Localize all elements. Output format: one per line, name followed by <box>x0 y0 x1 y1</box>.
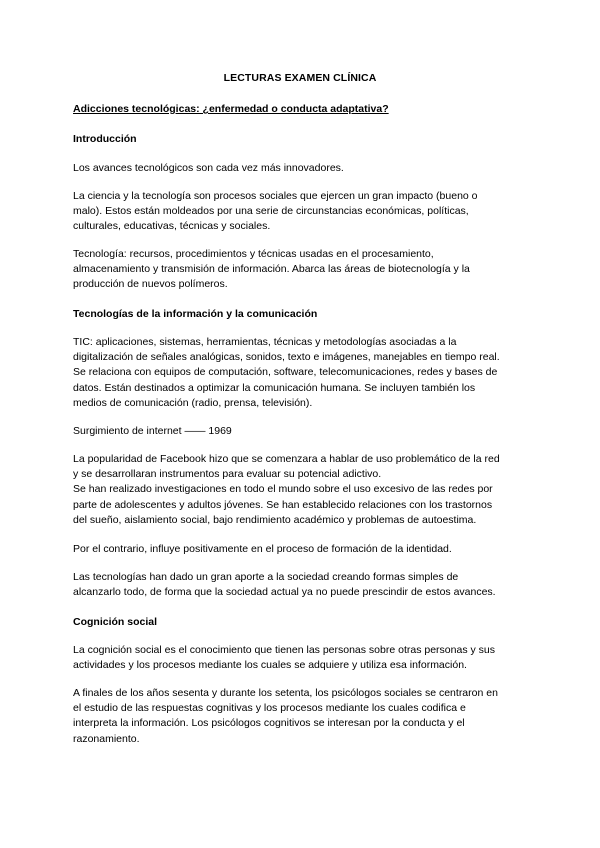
text-line: datos. Están destinados a optimizar la comunicación humana. Se incluyen también los <box>73 381 476 394</box>
paragraph <box>73 570 533 600</box>
text-line: Las tecnologías han dado un gran aporte a la sociedad creando formas simples de <box>73 571 459 583</box>
paragraph <box>73 335 533 411</box>
text-line: almacenamiento y transmisión de información. Abarca las áreas de biotecnología y la <box>73 263 470 276</box>
text-line: digitalización de señales analógicas, sonidos, texto e imágenes, manejables en tiempo real. <box>73 351 500 364</box>
text-line: Por el contrario, influye positivamente en el proceso de formación de la identidad. <box>73 543 452 555</box>
text-line: parte de adolescentes y adultos jóvenes. Se han establecido relaciones con los trastornos <box>73 498 493 511</box>
paragraph <box>73 189 533 235</box>
paragraph <box>73 161 533 176</box>
text-line: Tecnología: recursos, procedimientos y técnicas usadas en el procesamiento, <box>73 248 434 260</box>
text-line: interpreta la información. Los psicólogos cognitivos se interesan por la conducta y el <box>73 717 465 730</box>
paragraph <box>73 247 533 293</box>
section-heading-introduccion: Introducción <box>73 133 137 145</box>
text-line: TIC: aplicaciones, sistemas, herramientas, técnicas y metodologías asociadas a la <box>73 336 457 348</box>
paragraph <box>73 643 533 673</box>
text-line: actividades y los procesos mediante los cuales se adquiere y utiliza esa información. <box>73 659 467 672</box>
section-heading-cognicion-social: Cognición social <box>73 616 158 628</box>
text-line: Surgimiento de internet —— 1969 <box>73 425 232 437</box>
text-line: La ciencia y la tecnología son procesos sociales que ejercen un gran impacto (bueno o <box>73 190 478 202</box>
paragraph <box>73 542 533 557</box>
section-heading-tic: Tecnologías de la información y la comunicación <box>73 308 318 320</box>
text-line: medios de comunicación (radio, prensa, televisión). <box>73 396 313 409</box>
paragraph <box>73 424 533 439</box>
text-line: La popularidad de Facebook hizo que se comenzara a hablar de uso problemático de la red <box>73 453 500 465</box>
text-line: razonamiento. <box>73 732 140 745</box>
text-line: Se han realizado investigaciones en todo el mundo sobre el uso excesivo de las redes por <box>73 483 493 496</box>
document-title: LECTURAS EXAMEN CLÍNICA <box>223 72 377 84</box>
paragraph <box>73 452 533 528</box>
text-line: Los avances tecnológicos son cada vez más innovadores. <box>73 162 344 174</box>
text-line: alcanzarlo todo, de forma que la sociedad actual ya no puede prescindir de estos avances. <box>73 586 496 599</box>
text-line: La cognición social es el conocimiento que tienen las personas sobre otras personas y sus <box>73 644 495 656</box>
text-line: A finales de los años sesenta y durante los setenta, los psicólogos sociales se centraron en <box>73 687 498 699</box>
text-line: producción de nuevos polímeros. <box>73 278 228 291</box>
document-subtitle: Adicciones tecnológicas: ¿enfermedad o conducta adaptativa? <box>73 103 389 115</box>
text-line: malo). Estos están moldeados por una serie de circunstancias económicas, políticas, <box>73 205 469 218</box>
text-line: y se desarrollaran instrumentos para evaluar su potencial adictivo. <box>73 468 382 481</box>
text-line: culturales, educativas, técnicas y sociales. <box>73 220 271 233</box>
paragraph <box>73 686 533 747</box>
text-line: el estudio de las respuestas cognitivas y los procesos mediante los cuales codifica e <box>73 702 466 715</box>
text-line: Se relaciona con equipos de computación, software, telecomunicaciones, redes y bases de <box>73 366 498 379</box>
text-line: del sueño, aislamiento social, bajo rendimiento académico y problemas de autoestima. <box>73 513 477 526</box>
